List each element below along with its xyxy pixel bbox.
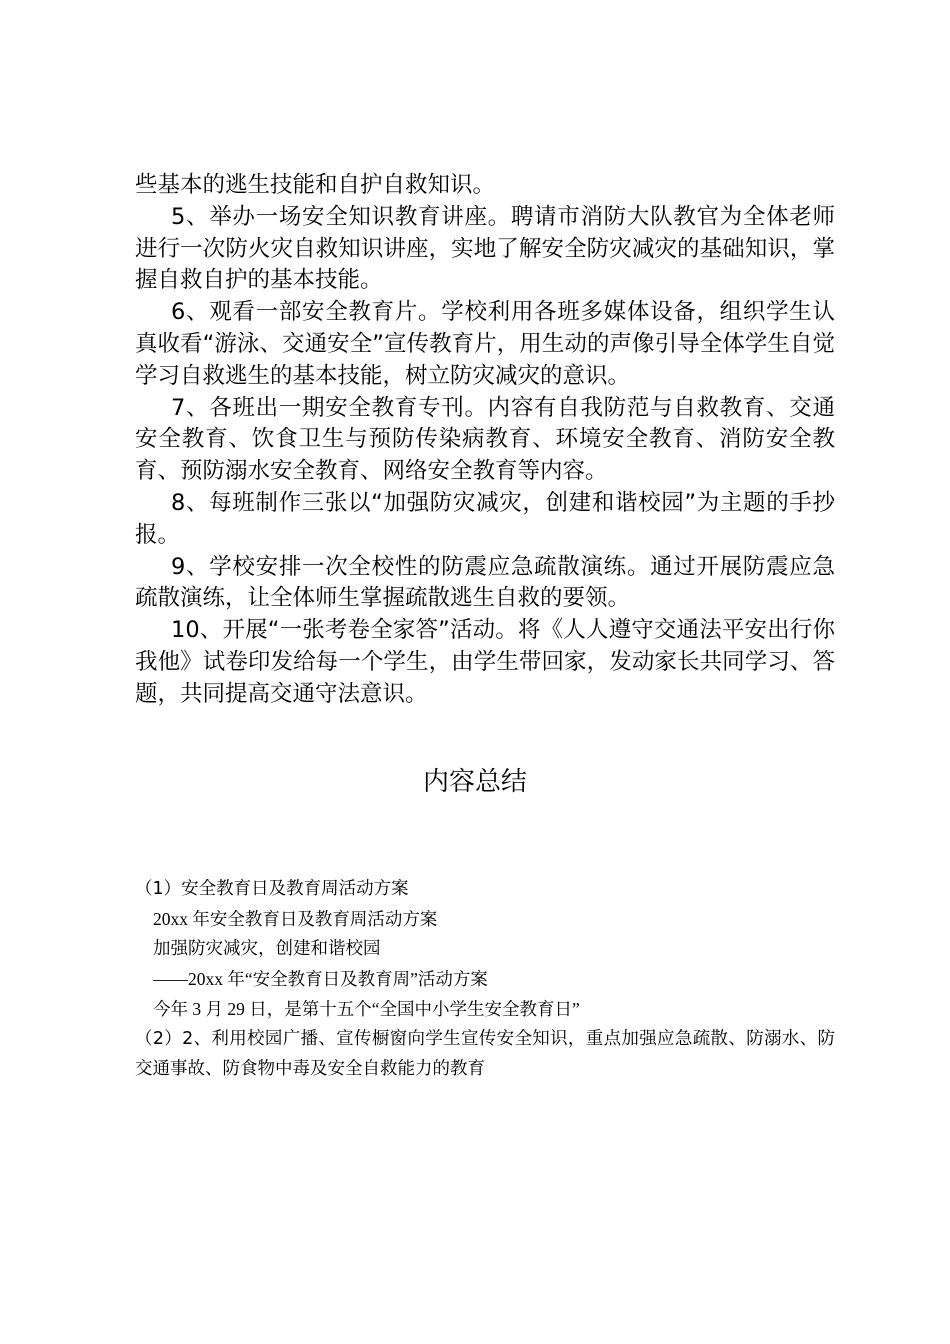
paragraph-item-8: 8、每班制作三张以“加强防灾减灾，创建和谐校园”为主题的手抄报。 (135, 489, 835, 548)
summary-list (135, 874, 835, 1084)
paragraph-item-5: 5、举办一场安全知识教育讲座。聘请市消防大队教官为全体老师进行一次防火灾自救知识讲座，实地了解安全防灾减灾的基础知识，掌握自救自护的基本技能。 (135, 203, 835, 294)
summary-item-1-line-3: ——20xx 年“安全教育日及教育周”活动方案 (153, 969, 488, 989)
summary-item-1-label: （1）安全教育日及教育周活动方案 (135, 879, 409, 899)
summary-item-2: （2）2、利用校园广播、宣传橱窗向学生宣传安全知识，重点加强应急疏散、防溺水、防交通事故、防食物中毒及安全自救能力的教育 (135, 1029, 835, 1079)
paragraph-item-7: 7、各班出一期安全教育专刊。内容有自我防范与自救教育、交通安全教育、饮食卫生与预防传染病教育、环境安全教育、消防安全教育、预防溺水安全教育、网络安全教育等内容。 (135, 394, 835, 485)
paragraph-item-10: 10、开展“一张考卷全家答”活动。将《人人遵守交通法平安出行你我他》试卷印发给每一个学生，由学生带回家，发动家长共同学习、答题，共同提高交通守法意识。 (135, 617, 835, 707)
summary-title: 内容总结 (422, 767, 527, 797)
body-text (135, 170, 835, 711)
paragraph-item-9: 9、学校安排一次全校性的防震应急疏散演练。通过开展防震应急疏散演练，让全体师生掌握疏散逃生自救的要领。 (135, 553, 835, 612)
summary-item-1-line-1: 20xx 年安全教育日及教育周活动方案 (153, 909, 438, 929)
paragraph-item-6: 6、观看一部安全教育片。学校利用各班多媒体设备，组织学生认真收看“游泳、交通安全”宣传教育片，用生动的声像引导全体学生自觉学习自救逃生的基本技能，树立防灾减灾的意识。 (135, 299, 835, 389)
summary-item-1-line-2: 加强防灾减灾，创建和谐校园 (153, 939, 381, 959)
summary-item-1-line-4: 今年 3 月 29 日，是第十五个“全国中小学生安全教育日” (153, 999, 580, 1019)
paragraph-continuation: 些基本的逃生技能和自护自救知识。 (135, 172, 496, 198)
